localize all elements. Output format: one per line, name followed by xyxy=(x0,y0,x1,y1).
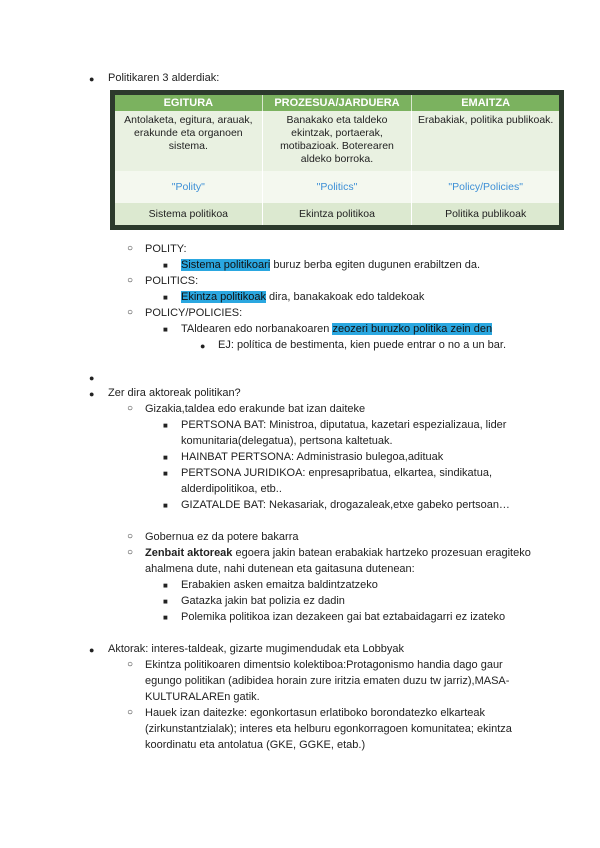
polity-text: Sistema politikoari buruz berba egiten dugunen erabiltzen da. xyxy=(181,259,481,271)
square-bullet: ■ xyxy=(163,325,168,334)
list-item: Ekintza politikoaren dimentsio kolektiboa:Protagonismo handia dago gaur egungo politikan (adibidea horain zure iritzia ematen duzu tw jarriz),MASA-KULTURALAREn gatik. xyxy=(145,659,510,703)
square-bullet: ■ xyxy=(163,597,168,606)
list-item: HAINBAT PERTSONA: Administrasio bulegoa,adituak xyxy=(181,451,444,463)
table-cell: Antolaketa, egitura, arauak, erakunde eta organoen sistema. xyxy=(113,111,263,171)
square-bullet: ■ xyxy=(163,453,168,462)
circle-bullet: ○ xyxy=(127,547,134,558)
polity-label: POLITY: xyxy=(145,243,187,255)
table-cell: Sistema politikoa xyxy=(113,203,263,228)
list-item: Gatazka jakin bat polizia ez dadin xyxy=(181,595,345,607)
circle-bullet: ○ xyxy=(127,403,134,414)
list-item: PERTSONA JURIDIKOA: enpresapribatua, elkartea, sindikatua, alderdipolitikoa, etb.. xyxy=(181,467,492,495)
list-item: Gobernua ez da potere bakarra xyxy=(145,531,299,543)
list-item: Polemika politikoa izan dezakeen gai bat eztabaidagarri ez izateko xyxy=(181,611,506,623)
circle-bullet: ○ xyxy=(127,243,134,254)
list-item: Hauek izan daitezke: egonkortasun erlatiboko borondatezko elkarteak (zirkunstantzialak); interes eta helburu egonkorragoen komunitatea; ekintza koordinatu eta antolatua (GKE, GGKE, etab.) xyxy=(145,707,512,751)
section-heading: Politikaren 3 alderdiak: xyxy=(108,72,220,84)
table-header: EMAITZA xyxy=(412,93,562,112)
table-row xyxy=(113,111,562,171)
square-bullet: ■ xyxy=(163,469,168,478)
table-header: EGITURA xyxy=(113,93,263,112)
section-heading: Zer dira aktoreak politikan? xyxy=(108,387,241,399)
list-item: GIZATALDE BAT: Nekasariak, drogazaleak,etxe gabeko pertsoan… xyxy=(181,499,510,511)
square-bullet: ■ xyxy=(163,421,168,430)
highlight: Ekintza politikoak xyxy=(181,291,266,303)
circle-bullet: ○ xyxy=(127,275,134,286)
table-cell: "Politics" xyxy=(262,171,412,203)
table-header-row xyxy=(113,93,562,112)
politics-label: POLITICS: xyxy=(145,275,199,287)
table-cell: Banakako eta taldeko ekintzak, portaerak, motibazioak. Boterearen aldeko borroka. xyxy=(262,111,412,171)
square-bullet: ■ xyxy=(163,293,168,302)
bullet: ● xyxy=(89,389,95,399)
policy-text: TAldearen edo norbanakoaren zeozeri buruzko politika zein den xyxy=(181,323,493,335)
table-cell: Ekintza politikoa xyxy=(262,203,412,228)
table-cell: "Polity" xyxy=(113,171,263,203)
section-heading: Aktorak: interes-taldeak, gizarte mugimendudak eta Lobbyak xyxy=(108,643,404,655)
bullet: ● xyxy=(89,373,95,383)
bullet: ● xyxy=(89,645,95,655)
circle-bullet: ○ xyxy=(127,707,134,718)
highlight: Sistema politikoari xyxy=(181,259,271,271)
circle-bullet: ○ xyxy=(127,659,134,670)
table-cell: Politika publikoak xyxy=(412,203,562,228)
politics-table xyxy=(110,90,564,230)
policy-label: POLICY/POLICIES: xyxy=(145,307,243,319)
circle-bullet: ○ xyxy=(127,307,134,318)
politics-text: Ekintza politikoak dira, banakakoak edo taldekoak xyxy=(181,291,425,303)
highlight: zeozeri buruzko politika zein den xyxy=(332,323,493,335)
square-bullet: ■ xyxy=(163,581,168,590)
list-item: Zenbait aktoreak egoera jakin batean erabakiak hartzeko prozesuan eragiteko ahalmena dute, nahi dutenean eta gaitasuna dutenean: xyxy=(145,547,531,575)
bullet: ● xyxy=(200,341,206,351)
list-item: PERTSONA BAT: Ministroa, diputatua, kazetari espezializaua, lider komunitaria(delegatua), pertsona kaltetuak. xyxy=(181,419,507,447)
list-item: Erabakien asken emaitza baldintzatzeko xyxy=(181,579,378,591)
table-cell: Erabakiak, politika publikoak. xyxy=(412,111,562,171)
square-bullet: ■ xyxy=(163,501,168,510)
circle-bullet: ○ xyxy=(127,531,134,542)
table-header: PROZESUA/JARDUERA xyxy=(262,93,412,112)
table-row xyxy=(113,203,562,228)
list-item: Gizakia,taldea edo erakunde bat izan daiteke xyxy=(145,403,366,415)
policy-example: EJ: política de bestimenta, kien puede entrar o no a un bar. xyxy=(218,339,507,351)
square-bullet: ■ xyxy=(163,261,168,270)
square-bullet: ■ xyxy=(163,613,168,622)
table-cell: "Policy/Policies" xyxy=(412,171,562,203)
table-row xyxy=(113,171,562,203)
bullet: ● xyxy=(89,74,95,84)
